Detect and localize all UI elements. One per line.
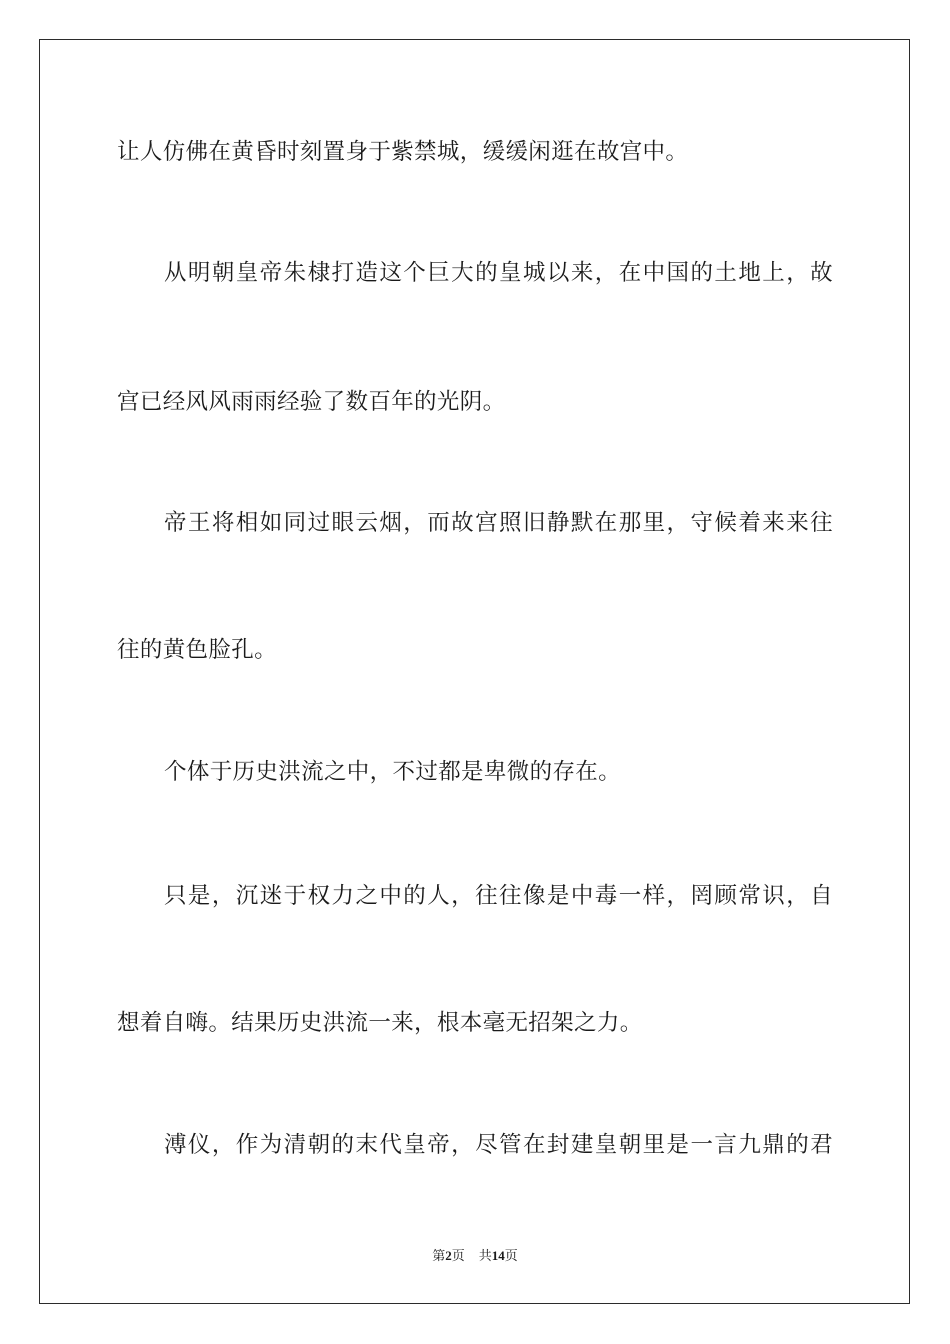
text-line-7: 只是，沉迷于权力之中的人，往往像是中毒一样，罔顾常识，自 (164, 883, 833, 909)
footer-total-pages: 14 (491, 1248, 505, 1263)
text-line-5: 往的黄色脸孔。 (117, 637, 277, 663)
text-line-3: 宫已经风风雨雨经验了数百年的光阴。 (117, 389, 506, 415)
text-line-4: 帝王将相如同过眼云烟，而故宫照旧静默在那里，守候着来来往 (164, 510, 833, 536)
footer-total-suffix: 页 (504, 1248, 518, 1263)
text-line-1: 让人仿佛在黄昏时刻置身于紫禁城，缓缓闲逛在故宫中。 (117, 139, 689, 165)
footer-page-prefix: 第 (432, 1248, 446, 1263)
footer-page-number: 2 (445, 1248, 452, 1263)
footer-total-prefix: 共 (478, 1248, 492, 1263)
text-line-9: 溥仪，作为清朝的末代皇帝，尽管在封建皇朝里是一言九鼎的君 (164, 1132, 833, 1158)
footer-page-suffix: 页 (451, 1248, 465, 1263)
page-frame (39, 39, 910, 1304)
text-line-8: 想着自嗨。结果历史洪流一来，根本毫无招架之力。 (117, 1010, 643, 1036)
text-line-6: 个体于历史洪流之中，不过都是卑微的存在。 (164, 759, 622, 785)
text-line-2: 从明朝皇帝朱棣打造这个巨大的皇城以来，在中国的土地上，故 (164, 260, 833, 286)
page-footer (0, 1248, 950, 1264)
